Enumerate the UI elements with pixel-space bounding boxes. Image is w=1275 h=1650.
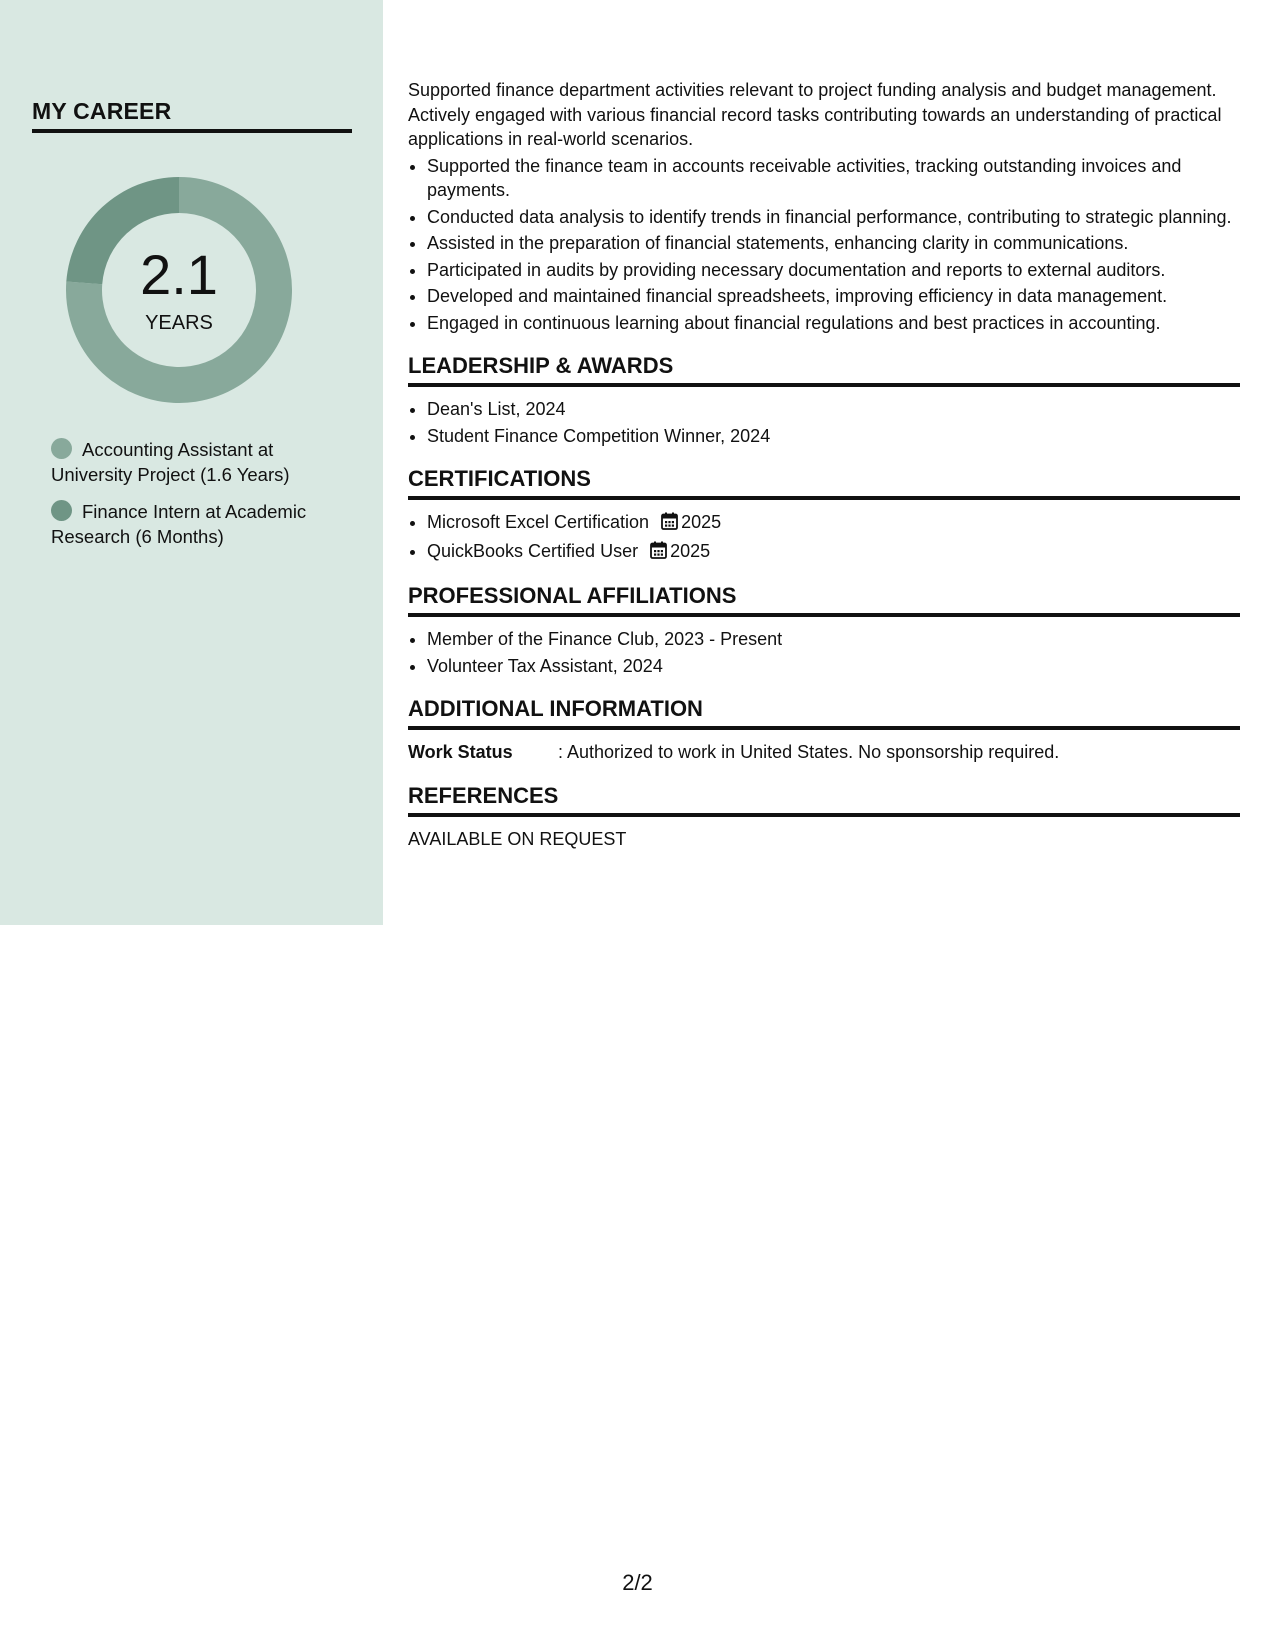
list-item: • Member of the Finance Club, 2023 - Present [427, 627, 1240, 652]
affiliations-list [408, 627, 1240, 678]
list-item [427, 539, 1240, 566]
legend-label: Accounting Assistant at University Project (1.6 Years) [51, 439, 290, 485]
affiliations-section [408, 583, 1240, 678]
page-number: 2/2 [622, 1570, 653, 1595]
list-item [427, 510, 1240, 537]
list-item: • Engaged in continuous learning about financial regulations and best practices in accounting. [427, 311, 1240, 336]
section-title: LEADERSHIP & AWARDS [408, 353, 674, 378]
certification-name: QuickBooks Certified User [427, 540, 639, 561]
career-title-rule [32, 129, 352, 133]
section-rule [408, 383, 1240, 387]
references-section [408, 783, 1240, 851]
experience-summary: Supported finance department activities relevant to project funding analysis and budget management. Actively engaged with various financial record tasks contributing towards an understanding of practical applications in real-world scenarios. [408, 80, 1222, 149]
main-content [408, 78, 1240, 851]
certification-year: 2025 [670, 540, 711, 561]
career-total-value: 2.1 [140, 243, 218, 306]
calendar-icon [661, 512, 678, 537]
career-legend [51, 437, 351, 561]
list-item: • Dean's List, 2024 [427, 397, 1240, 422]
list-item: • Student Finance Competition Winner, 2024 [427, 424, 1240, 449]
work-status-label: Work Status [408, 742, 513, 762]
certification-name: Microsoft Excel Certification [427, 512, 650, 532]
list-item: • Participated in audits by providing necessary documentation and reports to external auditors. [427, 258, 1240, 283]
list-item: • Volunteer Tax Assistant, 2024 [427, 654, 1240, 679]
experience-bullets [408, 154, 1240, 336]
section-rule [408, 496, 1240, 500]
legend-dot-icon [51, 500, 72, 521]
section-title: REFERENCES [408, 782, 559, 808]
legend-item-accounting-assistant [51, 437, 351, 487]
calendar-icon [650, 541, 667, 566]
list-item: • Conducted data analysis to identify trends in financial performance, contributing to strategic planning. [427, 205, 1240, 230]
career-total-unit: YEARS [145, 312, 213, 334]
legend-dot-icon [51, 438, 72, 459]
certifications-list [408, 510, 1240, 565]
section-title: CERTIFICATIONS [408, 466, 591, 491]
section-rule [408, 813, 1240, 817]
references-text: AVAILABLE ON REQUEST [408, 828, 627, 849]
legend-item-finance-intern [51, 499, 351, 549]
leadership-list [408, 397, 1240, 448]
list-item: • Assisted in the preparation of financial statements, enhancing clarity in communications. [427, 231, 1240, 256]
career-sidebar [0, 0, 383, 925]
career-title: MY CAREER [32, 98, 172, 124]
list-item: • Developed and maintained financial spreadsheets, improving efficiency in data management. [427, 284, 1240, 309]
list-item: • Supported the finance team in accounts receivable activities, tracking outstanding invoices and payments. [427, 154, 1240, 203]
section-rule [408, 613, 1240, 617]
certification-year: 2025 [681, 512, 722, 532]
legend-label: Finance Intern at Academic Research (6 Months) [51, 501, 307, 547]
career-donut-chart [66, 177, 292, 403]
work-status-value: : Authorized to work in United States. No sponsorship required. [558, 742, 1060, 762]
section-title: ADDITIONAL INFORMATION [408, 696, 703, 721]
additional-info-section [408, 696, 1240, 765]
work-status-row [408, 740, 1240, 765]
section-rule [408, 726, 1240, 730]
leadership-section [408, 353, 1240, 448]
certifications-section [408, 466, 1240, 565]
section-title: PROFESSIONAL AFFILIATIONS [408, 583, 737, 608]
